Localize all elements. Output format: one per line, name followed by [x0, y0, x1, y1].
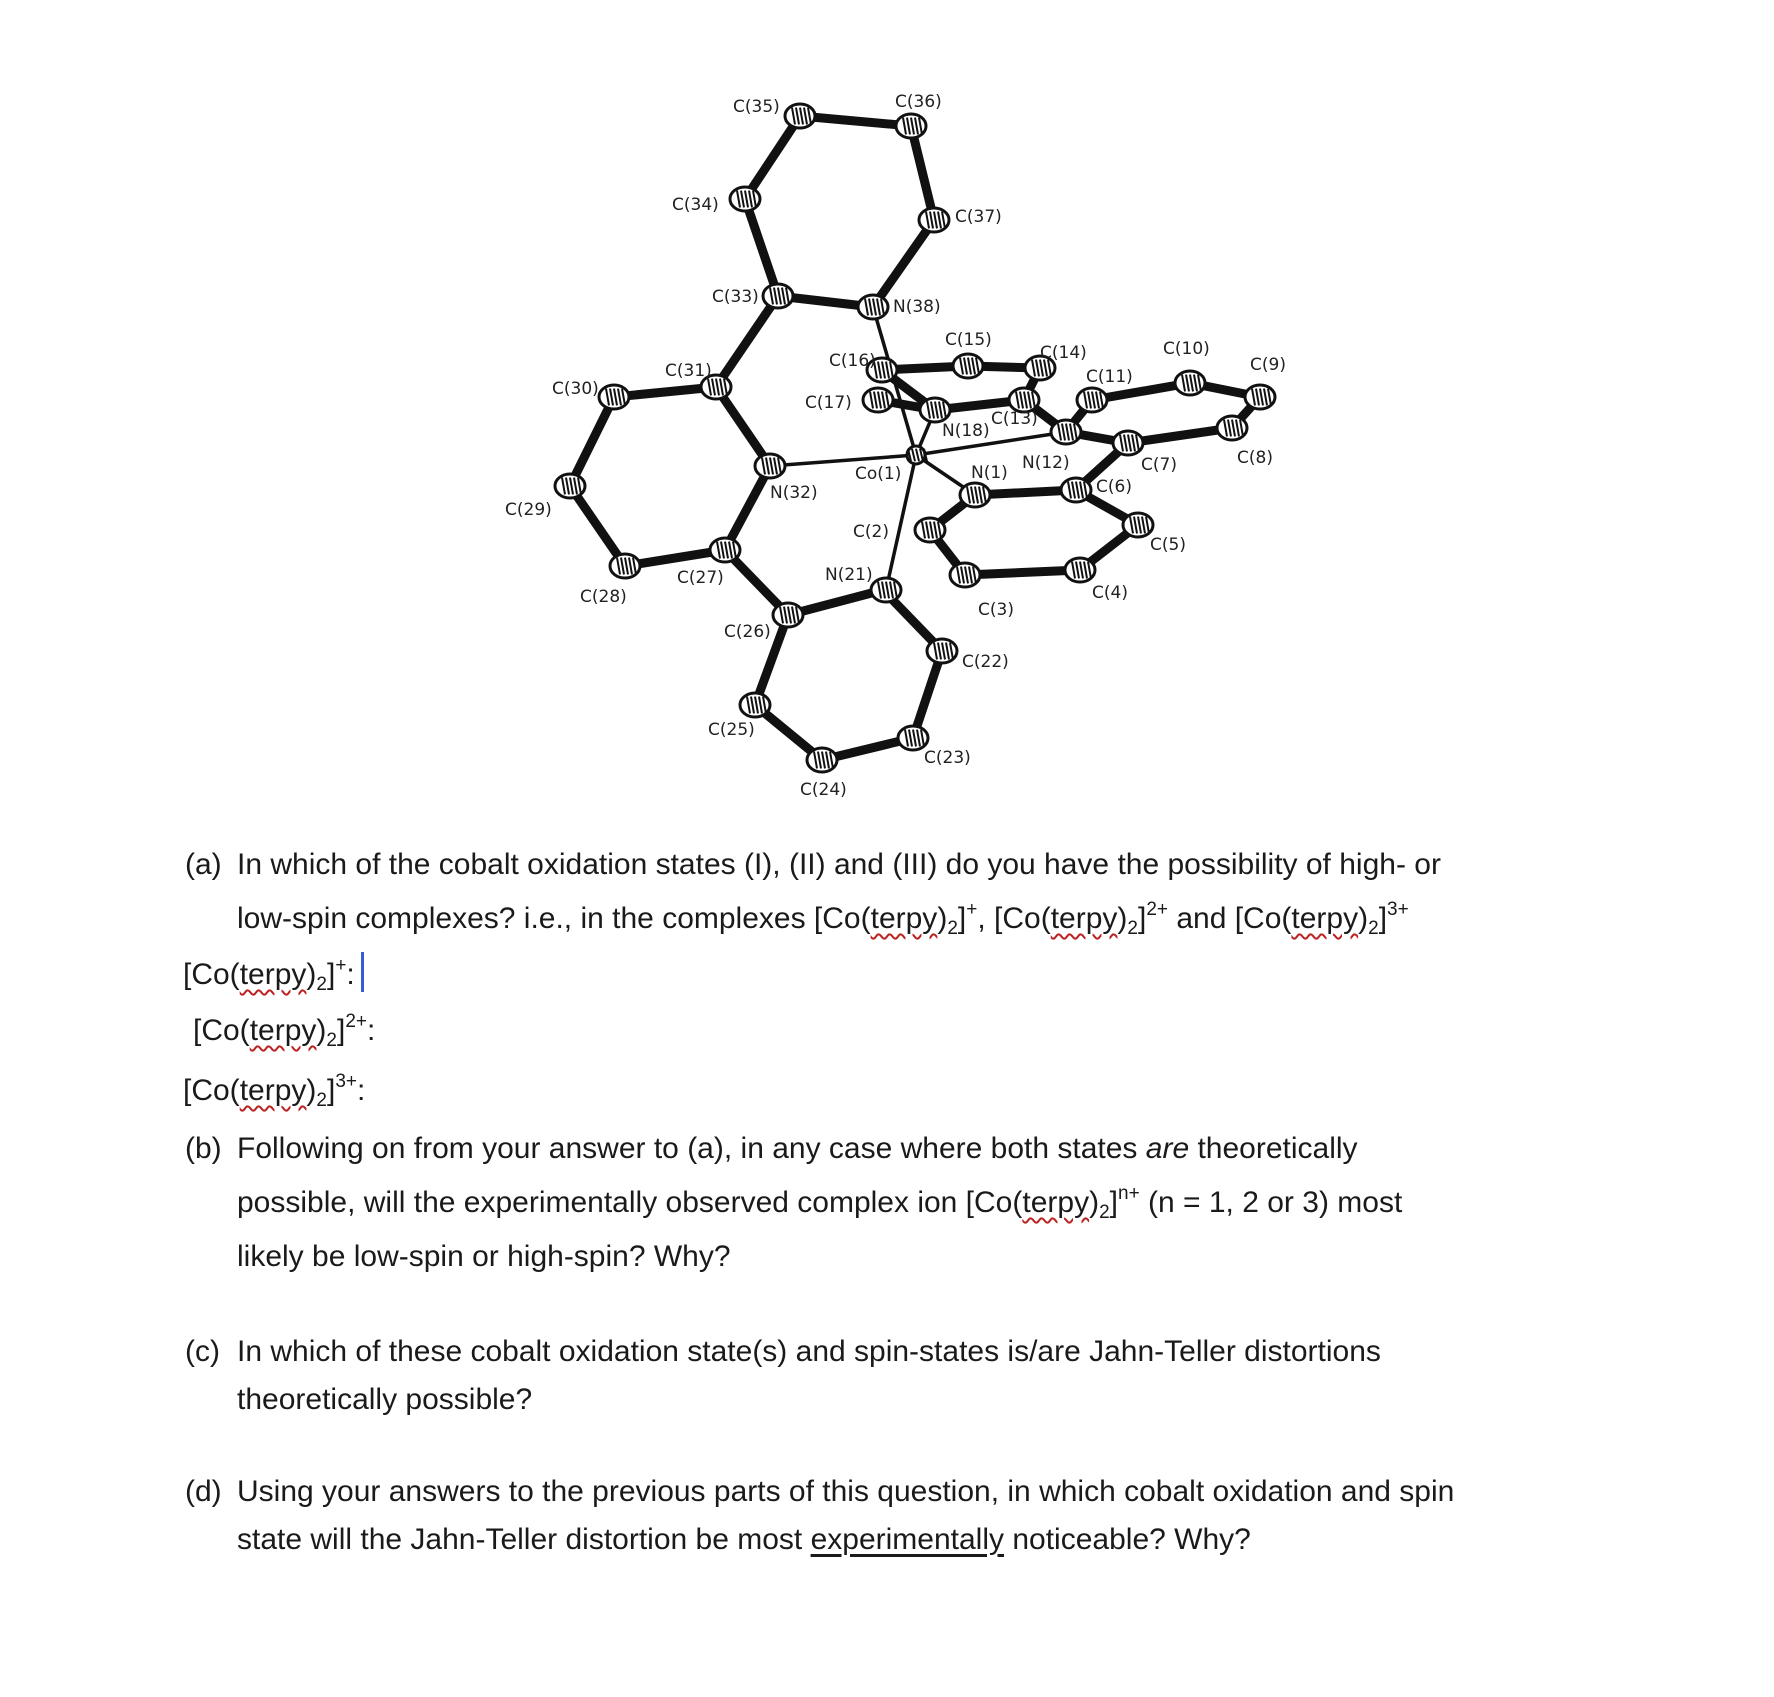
question-d-label: (d) [185, 1475, 222, 1508]
atom-c7 [1113, 431, 1143, 455]
atom-c30 [599, 385, 629, 409]
question-b-line3: likely be low-spin or high-spin? Why? [237, 1240, 731, 1273]
label-c16: C(16) [829, 351, 876, 371]
label-n18: N(18) [942, 421, 990, 441]
label-c33: C(33) [712, 287, 759, 307]
question-b: (b) Following on from your answer to (a), in any case where both states are theoretically possible, will the experimentally observed complex ion $[Co(terpy)_2]^{n+}$ (n = 1, 2 or 3) most likely be low-spin or high-spin? Why? [185, 1122, 1402, 1284]
label-c5: C(5) [1150, 535, 1186, 555]
label-c8: C(8) [1237, 448, 1273, 468]
label-c22: C(22) [962, 652, 1009, 672]
question-c-label: (c) [185, 1335, 220, 1368]
label-c37: C(37) [955, 207, 1002, 227]
label-c30: C(30) [552, 379, 599, 399]
atom-c28 [610, 554, 640, 578]
atom-c3 [950, 563, 980, 587]
answer-line-co-plus[interactable]: $[Co(terpy)_2]^+$: [183, 948, 364, 1002]
atom-labels [505, 92, 1286, 800]
label-c10: C(10) [1163, 339, 1210, 359]
label-n1: N(1) [971, 463, 1008, 483]
atom-n32 [755, 454, 785, 478]
question-b-line2: possible, will the experimentally observed complex ion $[Co(terpy)_2]^{n+}$ (n = 1, 2 or 3) most [237, 1183, 1403, 1223]
label-c3: C(3) [978, 600, 1014, 620]
atom-n38 [858, 295, 888, 319]
atom-c36 [896, 114, 926, 138]
atom-c26 [773, 603, 803, 627]
text-cursor [361, 952, 364, 992]
atom-c8 [1217, 416, 1247, 440]
label-n38: N(38) [893, 297, 941, 317]
atom-c25 [740, 693, 770, 717]
atom-c2 [915, 518, 945, 542]
answer-line-co-3plus[interactable]: $[Co(terpy)_2]^{3+}$: [183, 1071, 366, 1111]
atom-c9 [1245, 385, 1275, 409]
label-n32: N(32) [770, 483, 818, 503]
label-c25: C(25) [708, 720, 755, 740]
label-c9: C(9) [1250, 355, 1286, 375]
label-n12: N(12) [1022, 453, 1070, 473]
label-c36: C(36) [895, 92, 942, 112]
label-c35: C(35) [733, 97, 780, 117]
atom-n12 [1051, 420, 1081, 444]
label-c6: C(6) [1096, 477, 1132, 497]
atom-co1 [907, 446, 927, 464]
question-a [185, 838, 1441, 946]
atom-c29 [555, 474, 585, 498]
label-c13: C(13) [991, 409, 1038, 429]
atom-c23 [898, 726, 928, 750]
label-c7: C(7) [1141, 455, 1177, 475]
question-d-line2: state will the Jahn-Teller distortion be most experimentally noticeable? Why? [237, 1523, 1251, 1556]
label-n21: N(21) [825, 565, 873, 585]
label-c14: C(14) [1040, 343, 1087, 363]
label-c23: C(23) [924, 748, 971, 768]
label-c15: C(15) [945, 330, 992, 350]
atom-c10 [1175, 371, 1205, 395]
answer-line-co-2plus[interactable]: $[Co(terpy)_2]^{2+}$: [193, 1011, 376, 1051]
question-c: (c) In which of these cobalt oxidation state(s) and spin-states is/are Jahn-Teller distortions theoretically possible? [185, 1328, 1381, 1424]
label-c31: C(31) [665, 361, 712, 381]
atom-c11 [1077, 388, 1107, 412]
label-c2: C(2) [853, 522, 889, 542]
atom-n1 [960, 483, 990, 507]
atom-c4 [1065, 558, 1095, 582]
atom-c5 [1123, 513, 1153, 537]
question-a-line2: low-spin complexes? i.e., in the complexes $[Co(terpy)_2]^+$, $[Co(terpy)_2]^{2+}$ and $[Co(terpy)_2]^{3+}$ [237, 899, 1409, 939]
atom-c17 [863, 388, 893, 412]
label-c24: C(24) [800, 780, 847, 800]
atom-c15 [953, 354, 983, 378]
atom-c35 [785, 104, 815, 128]
label-c28: C(28) [580, 587, 627, 607]
atom-c27 [710, 538, 740, 562]
atom-c37 [919, 208, 949, 232]
molecular-structure-figure [0, 0, 1774, 820]
label-c27: C(27) [677, 568, 724, 588]
atom-n21 [871, 578, 901, 602]
label-c29: C(29) [505, 500, 552, 520]
label-co1: Co(1) [855, 464, 902, 484]
label-c34: C(34) [672, 195, 719, 215]
question-c-line2: theoretically possible? [237, 1383, 533, 1416]
label-c26: C(26) [724, 622, 771, 642]
label-c11: C(11) [1086, 367, 1133, 387]
atom-n18 [920, 398, 950, 422]
atom-c6 [1061, 478, 1091, 502]
atom-c33 [763, 284, 793, 308]
label-c4: C(4) [1092, 583, 1128, 603]
label-c17: C(17) [805, 393, 852, 413]
atom-c22 [927, 639, 957, 663]
atom-c24 [807, 748, 837, 772]
question-b-label: (b) [185, 1132, 222, 1165]
question-d: (d) Using your answers to the previous parts of this question, in which cobalt oxidation and spin state will the Jahn-Teller distortion be most experimentally noticeable? Why? [185, 1468, 1454, 1564]
question-a-line1: In which of the cobalt oxidation states (I), (II) and (III) do you have the possibility of high- or [237, 848, 1441, 881]
question-a-label: (a) [185, 848, 222, 881]
atom-c34 [730, 187, 760, 211]
